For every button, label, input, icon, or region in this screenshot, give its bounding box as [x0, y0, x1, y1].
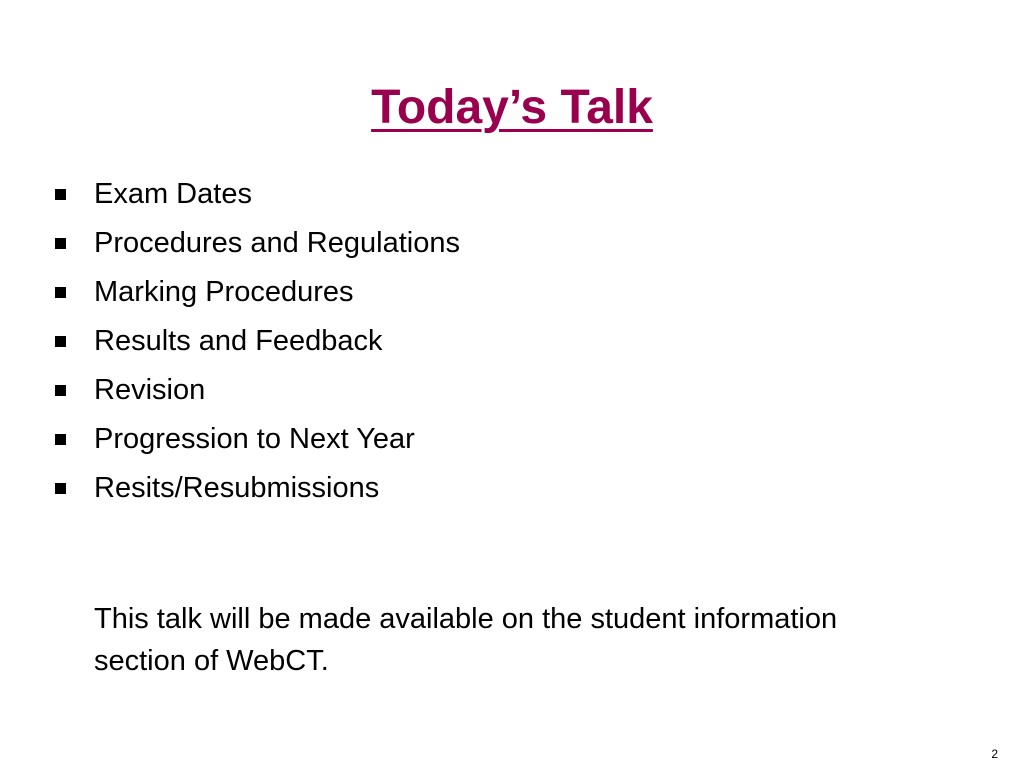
square-bullet-icon	[55, 189, 66, 200]
square-bullet-icon	[55, 238, 66, 249]
slide-title: Today’s Talk	[371, 81, 653, 134]
bullet-text: Marking Procedures	[94, 276, 354, 308]
bullet-text: Procedures and Regulations	[94, 227, 460, 259]
note-line-1: This talk will be made available on the student information	[94, 603, 838, 635]
bullet-text: Resits/Resubmissions	[94, 472, 380, 504]
square-bullet-icon	[55, 385, 66, 396]
bullet-text: Revision	[94, 374, 206, 406]
square-bullet-icon	[55, 287, 66, 298]
page-number: 2	[991, 747, 998, 761]
bullet-text: Exam Dates	[94, 178, 252, 210]
square-bullet-icon	[55, 434, 66, 445]
availability-note	[94, 598, 994, 682]
square-bullet-icon	[55, 483, 66, 494]
bullet-text: Results and Feedback	[94, 325, 383, 357]
note-line-2: section of WebCT.	[94, 645, 329, 677]
bullet-text: Progression to Next Year	[94, 423, 415, 455]
square-bullet-icon	[55, 336, 66, 347]
